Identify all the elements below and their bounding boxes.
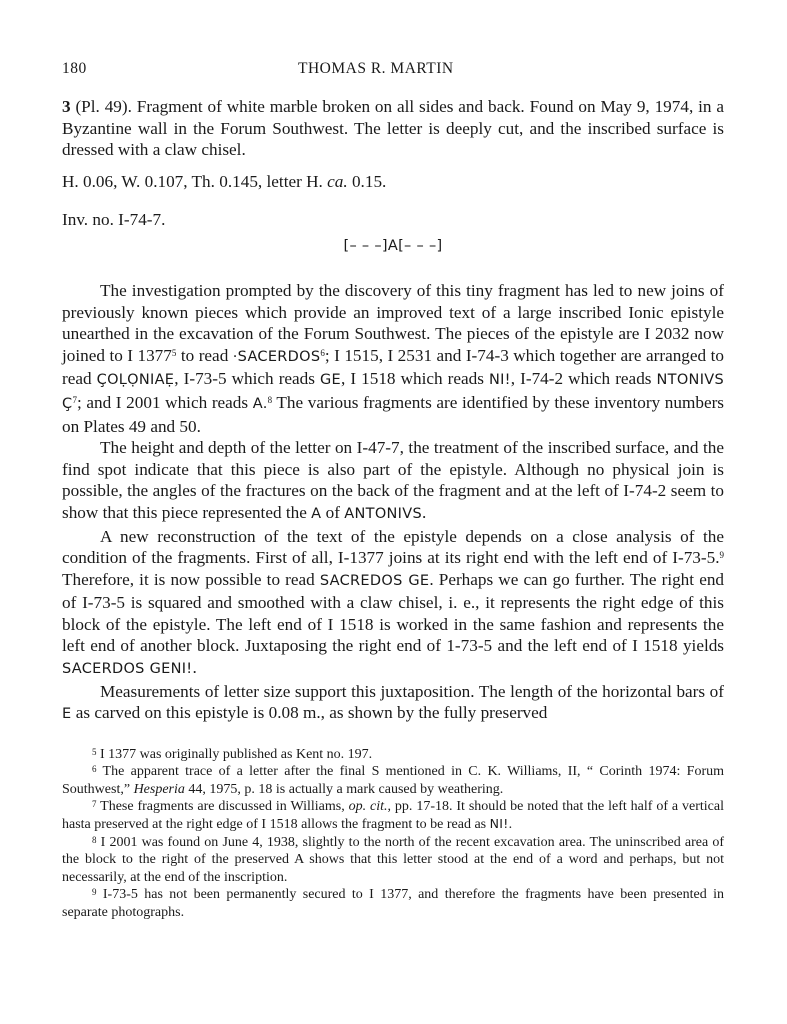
footnote-ref-8[interactable]: 8 xyxy=(267,394,273,405)
footnote-text: The apparent trace of a letter after the final S mentioned in C. K. Williams, II, “ Corinth 1974: Forum Southwest,” xyxy=(62,764,724,797)
footnotes xyxy=(62,746,724,921)
footnote-number: 5 xyxy=(92,746,97,757)
para2-text-2: of xyxy=(321,502,345,522)
footnote-ref-6[interactable]: 6 xyxy=(320,347,325,358)
para3-text-1: A new reconstruction of the text of the epistyle depends on a close analysis of the condition of the fragments. First of all, I-1377 joins at its right end with the left end of I-73-5. xyxy=(62,526,724,568)
para1-text-6: , I-74-2 which reads xyxy=(510,369,657,389)
para2-text-3: . xyxy=(421,502,427,522)
footnote-text: These fragments are discussed in Williams, xyxy=(96,799,349,815)
dimensions-letter-height: 0.15. xyxy=(347,171,387,191)
para1-text-7: ; and I 2001 which reads xyxy=(76,392,253,412)
footnote-7 xyxy=(62,798,724,834)
para2-text-1: The height and depth of the letter on I-47-7, the treatment of the inscribed surface, and the find spot indicate that this piece is also part of the epistyle. Although no physical join is possible, the angles of the fractures on the back of the fragment and at the left of I-74-2 seem to show that this piece represented the xyxy=(62,438,724,522)
para3-text-3: . Perhaps we can go further. The right end of I-73-5 is squared and smoothed with a claw chisel, i. e., it represents the right edge of this block of the epistyle. The left end of I 1518 is worked in the same fashion and represents the left end of another block. Juxtaposing the right end of 1-73-5 and the left end of I 1518 yields xyxy=(62,569,725,656)
op-cit: op. cit. xyxy=(348,799,388,815)
para1-text-5: , I 1518 which reads xyxy=(341,369,489,389)
inscription-sacerdos: ·SACERDOS xyxy=(232,348,321,365)
inscription-a: A. xyxy=(252,395,268,412)
para1-text-8: The various fragments are identified by these inventory numbers on Plates 49 and 50. xyxy=(62,392,724,436)
entry-number: 3 xyxy=(62,97,71,116)
paragraph-3 xyxy=(62,526,724,681)
para1-text-1: The investigation prompted by the discovery of this tiny fragment has led to new joins of previously known pieces which provide an improved text of a large inscribed Ionic epistyle unearthed in the excavation of the Forum Southwest. The pieces of the epistyle are I 2032 now joined to I 1377 xyxy=(62,280,724,365)
para3-text-2: Therefore, it is now possible to read xyxy=(62,569,320,589)
inscription-ntonivs: NTONIVS Ç xyxy=(62,372,724,412)
footnote-ref-7[interactable]: 7 xyxy=(72,394,77,405)
inscription-antonivs: ANTONIVS xyxy=(344,505,422,522)
inscription-coloniae: ÇOḶỌNIAẸ xyxy=(96,372,175,389)
footnote-number: 9 xyxy=(92,887,97,898)
footnote-text: 44, 1975, p. 18 is actually a mark caused by weathering. xyxy=(184,781,504,797)
footnote-6 xyxy=(62,763,724,798)
para1-text-2: to read xyxy=(176,345,233,365)
footnote-5 xyxy=(62,746,724,763)
inscription-sacerdos-genii: SACERDOS GENI! xyxy=(62,661,193,678)
paragraph-4 xyxy=(62,681,724,726)
footnote-ref-9[interactable]: 9 xyxy=(719,550,724,561)
running-header xyxy=(62,60,724,86)
footnote-text: I-73-5 has not been permanently secured to I 1377, and therefore the fragments have been presented in separate photographs. xyxy=(62,887,724,920)
footnote-ref-5[interactable]: 5 xyxy=(171,347,177,358)
page xyxy=(62,60,724,921)
para3-text-4: . xyxy=(192,658,197,678)
footnote-text: I 2001 was found on June 4, 1938, slightly to the north of the recent excavation area. The uninscribed area of the block to the right of the preserved A shows that this letter stood at the end of a word and perhaps, but not necessarily, at the end of the inscription. xyxy=(62,834,724,885)
inventory-number: Inv. no. I-74-7. xyxy=(62,210,166,230)
footnote-number: 7 xyxy=(92,799,97,810)
footnote-number: 6 xyxy=(92,764,97,775)
paragraph-1 xyxy=(62,280,724,437)
footnote-text: . xyxy=(508,817,513,833)
inscription-text xyxy=(62,234,724,280)
para1-text-4: , I-73-5 which reads xyxy=(174,369,321,389)
footnote-9 xyxy=(62,886,724,921)
dimensions-text: H. 0.06, W. 0.107, Th. 0.145, letter H. xyxy=(62,171,328,191)
inscription-letters: [– – –]A[– – –] xyxy=(343,237,443,254)
para4-text-1: Measurements of letter size support this juxtaposition. The length of the horizontal bars of xyxy=(100,681,724,701)
running-title: THOMAS R. MARTIN xyxy=(298,60,454,77)
inscription-letter-a: A xyxy=(311,505,322,522)
inscription-sacredos-ge: SACREDOS GE xyxy=(319,572,430,589)
para1-text-3: ; I 1515, I 2531 and I-74-3 which together are arranged to read xyxy=(62,345,724,389)
page-number: 180 xyxy=(62,60,87,77)
dimensions xyxy=(62,171,724,193)
footnote-8 xyxy=(62,834,724,886)
inscription-letter-e: E xyxy=(62,706,72,723)
journal-title: Hesperia xyxy=(133,781,185,797)
inscription-ge: GE xyxy=(320,372,342,389)
dimensions-ca: ca. xyxy=(327,171,348,191)
para4-text-2: as carved on this epistyle is 0.08 m., as shown by the fully preserved xyxy=(71,703,548,723)
paragraph-2 xyxy=(62,437,724,525)
footnote-text: , pp. 17-18. It should be noted that the left half of a vertical hasta preserved at the right edge of I 1518 allows the fragment to be read as xyxy=(62,799,724,833)
footnote-text: I 1377 was originally published as Kent no. 197. xyxy=(96,746,373,762)
entry-text: (Pl. 49). Fragment of white marble broken on all sides and back. Found on May 9, 1974, in a Byzantine wall in the Forum Southwest. The letter is deeply cut, and the inscribed surface is dressed with a claw chisel. xyxy=(62,97,724,160)
footnote-number: 8 xyxy=(92,834,97,845)
inscription-nii: NI! xyxy=(489,816,509,832)
inscription-nii: NI! xyxy=(488,372,511,389)
catalogue-entry xyxy=(62,96,724,161)
